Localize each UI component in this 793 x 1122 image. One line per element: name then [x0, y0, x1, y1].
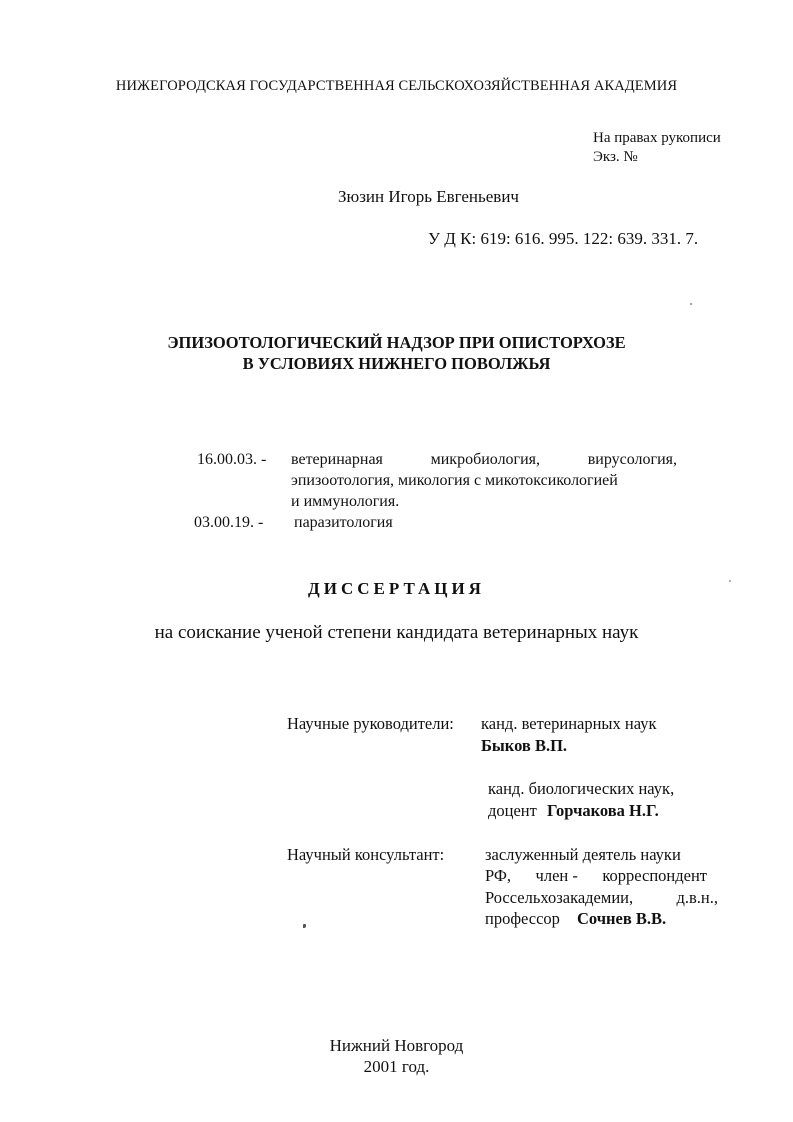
- thesis-title-line-2: В УСЛОВИЯХ НИЖНЕГО ПОВОЛЖЬЯ: [242, 354, 551, 373]
- consultant-label: Научный консультант:: [287, 845, 445, 864]
- consultant-word: член -: [535, 866, 578, 885]
- manuscript-rights-note: На правах рукописи: [593, 130, 721, 146]
- consultant-title-line: заслуженный деятель науки: [485, 845, 681, 864]
- institution-name: НИЖЕГОРОДСКАЯ ГОСУДАРСТВЕННАЯ СЕЛЬСКОХОЗЯЙСТВЕННАЯ АКАДЕМИЯ: [115, 78, 678, 94]
- degree-statement: на соискание ученой степени кандидата ветеринарных наук: [154, 622, 639, 643]
- supervisor-name: Быков В.П.: [481, 736, 568, 755]
- consultant-position: профессор: [485, 909, 560, 928]
- supervisor-degree: канд. биологических наук,: [488, 779, 675, 798]
- specialty-word: ветеринарная: [291, 451, 383, 468]
- udk-code: У Д К: 619: 616. 995. 122: 639. 331. 7.: [428, 229, 699, 248]
- specialty-code: 03.00.19. -: [194, 514, 264, 531]
- specialty-code: 16.00.03. -: [197, 451, 267, 468]
- scan-speck: [303, 924, 306, 928]
- supervisor-name: Горчакова Н.Г.: [547, 801, 659, 820]
- consultant-name: Сочнев В.В.: [577, 909, 667, 928]
- document-type-heading: ДИССЕРТАЦИЯ: [308, 579, 485, 598]
- consultant-title-line: [485, 868, 707, 885]
- supervisor-degree: канд. ветеринарных наук: [481, 714, 657, 733]
- supervisor-position: доцент: [488, 801, 537, 820]
- consultant-word: д.в.н.,: [676, 888, 718, 907]
- specialty-description-line: эпизоотология, микология с микотоксикологией: [291, 472, 618, 489]
- copy-number-label: Экз. №: [593, 149, 638, 165]
- consultant-word: Россельхозакадемии,: [485, 888, 634, 907]
- supervisors-label: Научные руководители:: [287, 714, 454, 733]
- specialty-word: микробиология,: [430, 451, 541, 468]
- specialty-description-line: паразитология: [294, 514, 393, 531]
- consultant-title-line: [485, 890, 718, 907]
- scan-speck: [729, 580, 731, 582]
- scan-speck: [690, 303, 692, 305]
- year: 2001 год.: [363, 1057, 430, 1076]
- city: Нижний Новгород: [329, 1036, 464, 1055]
- consultant-word: РФ,: [485, 866, 512, 885]
- specialty-word: вирусология,: [587, 451, 677, 468]
- thesis-title-line-1: ЭПИЗООТОЛОГИЧЕСКИЙ НАДЗОР ПРИ ОПИСТОРХОЗЕ: [167, 333, 626, 352]
- consultant-word: корреспондент: [602, 866, 707, 885]
- specialty-description-line: и иммунология.: [291, 493, 400, 510]
- author-name: Зюзин Игорь Евгеньевич: [338, 187, 519, 206]
- specialty-description-line: [291, 452, 677, 468]
